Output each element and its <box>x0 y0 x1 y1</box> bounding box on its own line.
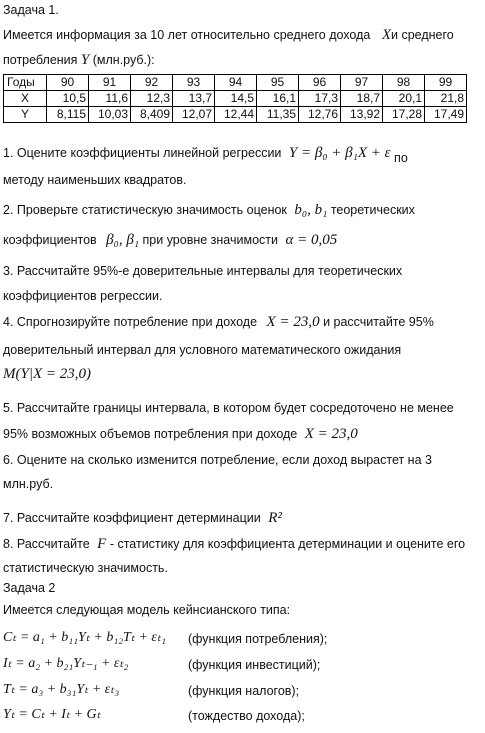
q4-line1 <box>3 314 434 330</box>
q8-line1 <box>3 536 465 552</box>
year-cell: 94 <box>215 75 257 91</box>
q8-text-a: 8. Рассчитайте <box>3 537 90 551</box>
year-cell: 99 <box>425 75 467 91</box>
table-cell: 12,44 <box>215 107 257 123</box>
q3-text-a: 3. Рассчитайте 95%-е доверительные интервалы для теоретических <box>3 264 403 278</box>
equation-income-identity: Yₜ = Cₜ + Iₜ + Gₜ <box>3 707 101 722</box>
q2-alpha: α = 0,05 <box>285 232 338 248</box>
q8-text-b: - статистику для коэффициента детерминации и оцените его <box>109 537 466 551</box>
task1-intro-line1 <box>3 27 454 43</box>
table-cell: 17,49 <box>425 107 467 123</box>
equation-investment: Iₜ = a₂ + b₂₁Yₜ₋₁ + εₜ₂ <box>3 656 129 671</box>
q2-line1 <box>3 202 415 218</box>
q6-text-b: млн.руб. <box>3 477 54 491</box>
q5-text-a: 5. Рассчитайте границы интервала, в котором будет сосредоточено не менее <box>3 401 454 415</box>
year-cell: 95 <box>257 75 299 91</box>
table-cell: 8,115 <box>47 107 89 123</box>
intro-text-c: потребления <box>3 53 78 67</box>
table-cell: 11,6 <box>89 91 131 107</box>
q5-x-value: X = 23,0 <box>304 426 358 442</box>
q2-line2 <box>3 232 337 248</box>
table-cell: 14,5 <box>215 91 257 107</box>
q7-text-a: 7. Рассчитайте коэффициент детерминации <box>3 511 261 525</box>
q4-text-c: доверительный интервал для условного математического ожидания <box>3 343 402 357</box>
q1-text-a: 1. Оцените коэффициенты линейной регрессии <box>3 146 282 160</box>
q2-text-c: коэффициентов <box>3 233 97 247</box>
table-row-x <box>4 91 467 107</box>
table-cell: 21,8 <box>425 91 467 107</box>
q5-line2 <box>3 426 358 442</box>
data-table <box>3 74 467 123</box>
q5-text-b: 95% возможных объемов потребления при доходе <box>3 427 298 441</box>
table-cell: 10,03 <box>89 107 131 123</box>
year-cell: 91 <box>89 75 131 91</box>
q2-text-a: 2. Проверьте статистическую значимость оценок <box>3 203 287 217</box>
year-cell: 93 <box>173 75 215 91</box>
equation-consumption: Cₜ = a₁ + b₁₁Yₜ + b₁₂Tₜ + εₜ₁ <box>3 630 166 645</box>
q4-text-a: 4. Спрогнозируйте потребление при доходе <box>3 315 258 329</box>
row-label: X <box>4 91 47 107</box>
q1-text-c: методу наименьших квадратов. <box>3 173 187 187</box>
q2-text-d: при уровне значимости <box>142 233 278 247</box>
q4-x-value: X = 23,0 <box>266 314 320 330</box>
q3-text-b: коэффициентов регрессии. <box>3 289 163 303</box>
table-cell: 20,1 <box>383 91 425 107</box>
intro-text-a: Имеется информация за 10 лет относительно среднего дохода <box>3 28 371 42</box>
table-cell: 13,7 <box>173 91 215 107</box>
q1-line1 <box>3 145 408 165</box>
q4-conditional-expectation: M(Y|X = 23,0) <box>3 366 91 382</box>
row-label: Y <box>4 107 47 123</box>
intro-text-d: (млн.руб.): <box>92 53 155 67</box>
table-cell: 18,7 <box>341 91 383 107</box>
q2-estimates: b₀, b₁ <box>294 202 328 218</box>
q2-text-b: теоретических <box>330 203 415 217</box>
q1-equation: Y = β₀ + β₁X + ε <box>288 145 391 161</box>
header-label: Годы <box>4 75 47 91</box>
q8-f: F <box>97 536 107 552</box>
year-cell: 97 <box>341 75 383 91</box>
q6-text-a: 6. Оцените на сколько изменится потребление, если доход вырастет на 3 <box>3 453 432 467</box>
table-cell: 10,5 <box>47 91 89 107</box>
q7-r-squared: R² <box>268 510 282 526</box>
equation-taxes: Tₜ = a₃ + b₃₁Yₜ + εₜ₃ <box>3 682 120 697</box>
intro-text-b: и среднего <box>390 28 454 42</box>
var-y: Y <box>80 52 90 68</box>
year-cell: 92 <box>131 75 173 91</box>
table-cell: 12,07 <box>173 107 215 123</box>
table-cell: 12,76 <box>299 107 341 123</box>
table-cell: 8,409 <box>131 107 173 123</box>
table-cell: 16,1 <box>257 91 299 107</box>
q7-line <box>3 510 282 526</box>
label-income-identity: (тождество дохода); <box>188 709 305 723</box>
table-cell: 12,3 <box>131 91 173 107</box>
q8-text-c: статистическую значимость. <box>3 561 168 575</box>
task2-intro: Имеется следующая модель кейнсианского типа: <box>3 603 291 617</box>
year-cell: 90 <box>47 75 89 91</box>
table-cell: 11,35 <box>257 107 299 123</box>
q4-line3 <box>3 366 91 382</box>
task1-intro-line2 <box>3 52 155 68</box>
q2-betas: β₀, β₁ <box>106 232 140 248</box>
var-x: X <box>381 27 391 43</box>
table-row-y <box>4 107 467 123</box>
task1-title: Задача 1. <box>3 3 59 17</box>
q4-text-b: и рассчитайте 95% <box>323 315 434 329</box>
table-cell: 13,92 <box>341 107 383 123</box>
task2-title: Задача 2 <box>3 581 56 595</box>
label-taxes: (функция налогов); <box>188 684 300 698</box>
year-cell: 96 <box>299 75 341 91</box>
year-cell: 98 <box>383 75 425 91</box>
label-investment: (функция инвестиций); <box>188 658 321 672</box>
table-header-row <box>4 75 467 91</box>
label-consumption: (функция потребления); <box>188 632 328 646</box>
table-cell: 17,28 <box>383 107 425 123</box>
q1-text-b: по <box>394 151 408 165</box>
table-cell: 17,3 <box>299 91 341 107</box>
